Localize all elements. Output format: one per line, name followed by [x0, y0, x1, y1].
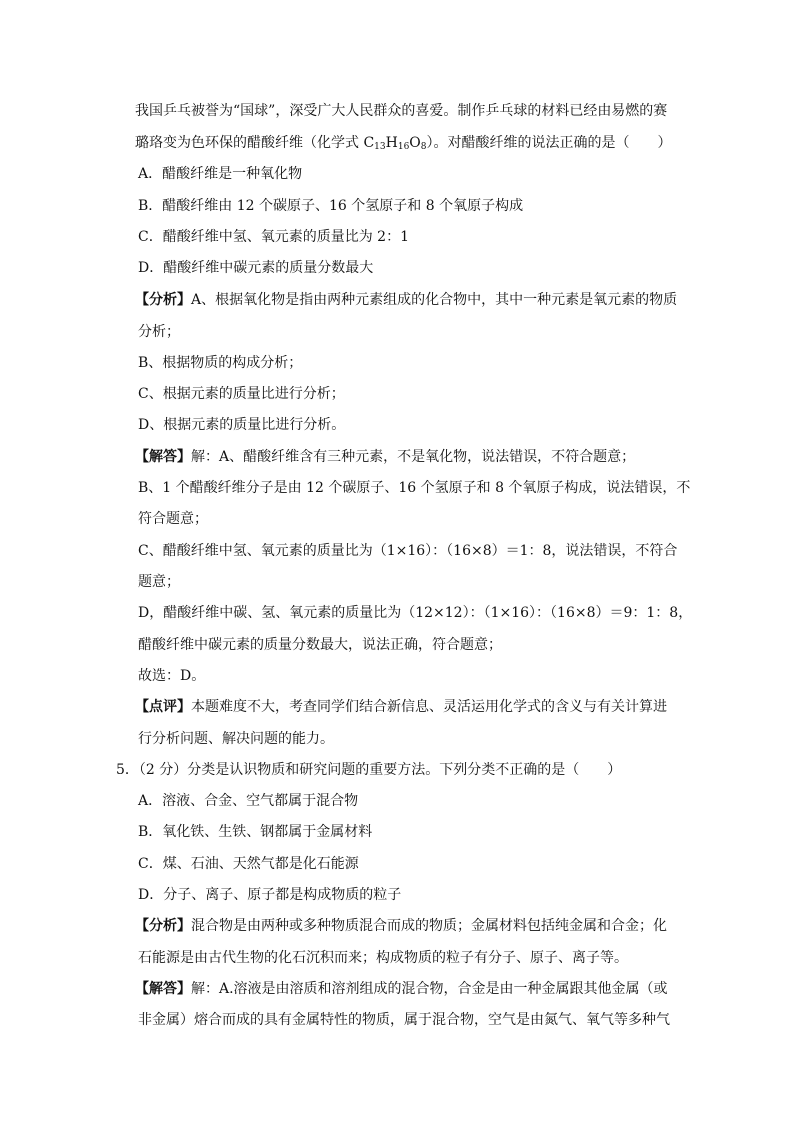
q4-answer-line4: C、醋酸纤维中氢、氧元素的质量比为（1×16）：（16×8）＝1：8，说法错误，不符合: [138, 543, 678, 559]
q4-answer-line7: 醋酸纤维中碳元素的质量分数最大，说法正确，符合题意；: [138, 637, 502, 653]
q4-answer-line2: B、1 个醋酸纤维分子是由 12 个碳原子、16 个氢原子和 8 个氧原子构成，说法错误，不: [138, 480, 691, 496]
q4-answer-line6: D，醋酸纤维中碳、氢、氧元素的质量比为（12×12）：（1×16）：（16×8）＝9：1：8，: [138, 605, 693, 621]
q4-analysis-line2: 分析；: [138, 324, 180, 340]
analysis-tag: 【分析】: [135, 292, 191, 308]
q4-analysis-line1: 【分析】A、根据氧化物是指由两种元素组成的化合物中，其中一种元素是氧元素的物质: [135, 292, 678, 308]
q5-analysis-line1: 【分析】混合物是由两种或多种物质混合而成的物质；金属材料包括纯金属和合金；化: [135, 918, 667, 934]
q4-comment-line1: 【点评】本题难度不大，考查同学们结合新信息、灵活运用化学式的含义与有关计算进: [135, 699, 667, 715]
subscript-c: 13: [374, 142, 386, 152]
q4-comment-line2: 行分析问题、解决问题的能力。: [138, 731, 334, 747]
q4-answer-line1: 【解答】解：A、醋酸纤维含有三种元素，不是氧化物，说法错误，不符合题意；: [135, 449, 636, 465]
comment-tag: 【点评】: [135, 699, 191, 715]
q4-option-c: C．醋酸纤维中氢、氧元素的质量比为 2：1: [138, 229, 409, 245]
q4-option-a: A．醋酸纤维是一种氧化物: [138, 166, 303, 182]
answer-tag: 【解答】: [135, 981, 191, 997]
q4-option-d: D．醋酸纤维中碳元素的质量分数最大: [138, 260, 374, 276]
q5-stem: 5．（2 分）分类是认识物质和研究问题的重要方法。下列分类不正确的是（ ）: [116, 762, 622, 778]
q5-option-a: A．溶液、合金、空气都属于混合物: [138, 793, 359, 809]
answer-tag: 【解答】: [135, 449, 191, 465]
subscript-h: 16: [397, 142, 410, 152]
q4-stem-line2: 璐珞变为色环保的醋酸纤维（化学式 $C_{13}H_{16}O_8$）。对醋酸纤维的说法正确的是（ ）: [135, 135, 672, 152]
q5-answer-line1: 【解答】解：A.溶液是由溶质和溶剂组成的混合物，合金是由一种金属跟其他金属（或: [135, 981, 668, 997]
subscript-o: 8: [420, 142, 427, 152]
q4-stem-line1: 我国乒乓被誉为“国球”，深受广大人民群众的喜爱。制作乒乓球的材料已经由易燃的赛: [135, 103, 668, 119]
q4-answer-line5: 题意；: [138, 574, 180, 590]
q4-analysis-line3: B、根据物质的构成分析；: [138, 355, 303, 371]
q5-option-c: C．煤、石油、天然气都是化石能源: [138, 856, 359, 872]
q5-answer-line2: 非金属）熔合而成的具有金属特性的物质，属于混合物，空气是由氮气、氧气等多种气: [138, 1012, 670, 1028]
q5-option-b: B．氧化铁、生铁、钢都属于金属材料: [138, 824, 373, 840]
q4-option-b: B．醋酸纤维由 12 个碳原子、16 个氢原子和 8 个氧原子构成: [138, 198, 524, 214]
q4-analysis-line4: C、根据元素的质量比进行分析；: [138, 386, 345, 402]
q4-answer-line8: 故选：D。: [138, 668, 206, 684]
q4-answer-line3: 符合题意；: [138, 511, 208, 527]
q4-analysis-line5: D、根据元素的质量比进行分析。: [138, 417, 346, 433]
q5-analysis-line2: 石能源是由古代生物的化石沉积而来；构成物质的粒子有分子、原子、离子等。: [138, 950, 628, 966]
analysis-tag: 【分析】: [135, 918, 191, 934]
q5-option-d: D．分子、离子、原子都是构成物质的粒子: [138, 887, 402, 903]
